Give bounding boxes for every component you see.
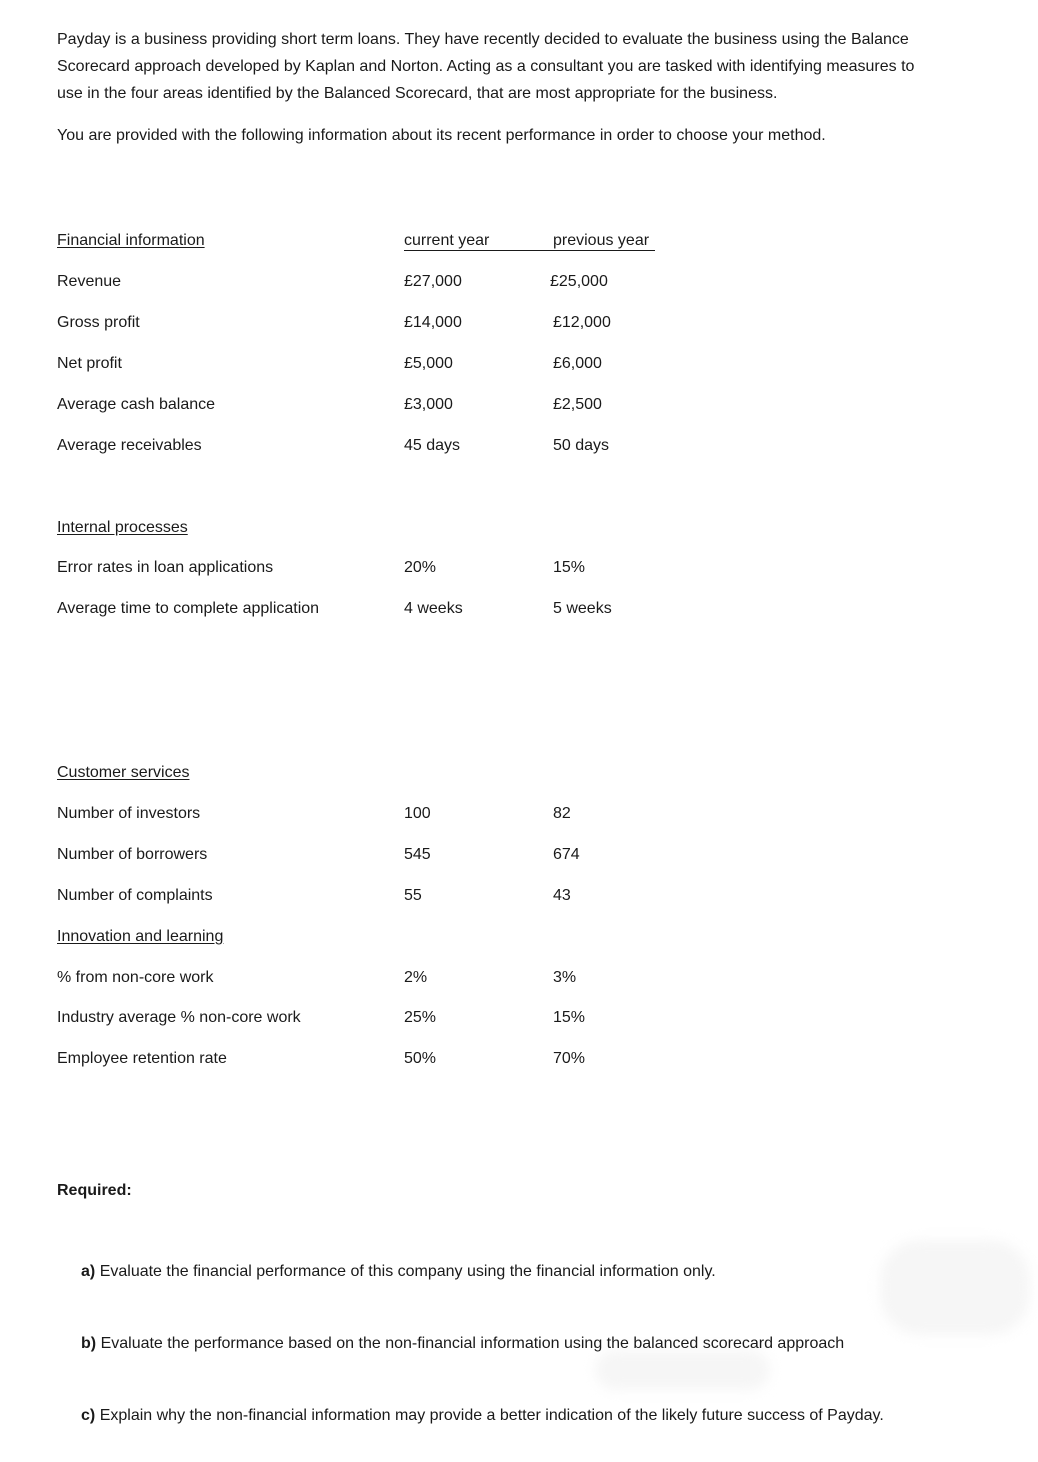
customer-row-label: Number of complaints: [57, 887, 213, 904]
internal-row-current: 20%: [404, 559, 437, 576]
intro-line-4: You are provided with the following information about its recent performance in order to choose your method.: [57, 127, 826, 144]
innovation-row-label: Employee retention rate: [57, 1050, 227, 1067]
financial-row-previous: 50 days: [553, 437, 610, 454]
question-a: [81, 1263, 716, 1281]
innovation-row-previous: 15%: [553, 1009, 586, 1026]
customer-row-previous: 674: [553, 846, 580, 863]
column-previous-header: previous year: [553, 232, 650, 249]
innovation-row-current: 2%: [404, 969, 428, 986]
internal-row-previous: 15%: [553, 559, 586, 576]
innovation-heading: Innovation and learning: [57, 928, 224, 945]
internal-row-current: 4 weeks: [404, 600, 463, 617]
question-c: [81, 1407, 884, 1425]
innovation-row-previous: 3%: [553, 969, 577, 986]
financial-row-current: £3,000: [404, 396, 453, 413]
customer-row-current: 545: [404, 846, 431, 863]
customer-heading: Customer services: [57, 764, 190, 781]
financial-row-previous: £25,000: [550, 273, 608, 290]
innovation-row-current: 25%: [404, 1009, 437, 1026]
required-heading: Required:: [57, 1182, 132, 1199]
financial-row-previous: £2,500: [553, 396, 602, 413]
intro-line-3: use in the four areas identified by the Balanced Scorecard, that are most appropriate for the business.: [57, 85, 778, 102]
financial-row-current: £14,000: [404, 314, 462, 331]
internal-row-label: Error rates in loan applications: [57, 559, 274, 576]
internal-heading: Internal processes: [57, 519, 188, 536]
financial-row-current: 45 days: [404, 437, 461, 454]
financial-row-label: Average receivables: [57, 437, 202, 454]
innovation-row-label: % from non-core work: [57, 969, 214, 986]
financial-row-label: Average cash balance: [57, 396, 216, 413]
financial-heading: Financial information: [57, 232, 205, 249]
customer-row-label: Number of investors: [57, 805, 201, 822]
financial-row-label: Net profit: [57, 355, 122, 372]
customer-row-previous: 43: [553, 887, 571, 904]
customer-row-label: Number of borrowers: [57, 846, 208, 863]
customer-row-current: 100: [404, 805, 431, 822]
question-c-text: Explain why the non-financial information may provide a better indication of the likely future success of Payday.: [99, 1407, 884, 1424]
question-a-text: Evaluate the financial performance of this company using the financial information only.: [99, 1263, 716, 1280]
internal-row-label: Average time to complete application: [57, 600, 320, 617]
question-b-text: Evaluate the performance based on the non-financial information using the balanced scorecard approach: [100, 1335, 845, 1352]
intro-line-2: Scorecard approach developed by Kaplan and Norton. Acting as a consultant you are tasked with identifying measures to: [57, 58, 915, 75]
column-header-underline: [404, 250, 655, 251]
question-b: [81, 1335, 844, 1353]
question-c-label: c): [81, 1407, 96, 1424]
financial-row-label: Revenue: [57, 273, 122, 290]
financial-row-current: £5,000: [404, 355, 453, 372]
customer-row-current: 55: [404, 887, 422, 904]
scan-smudge: [595, 1350, 770, 1390]
scan-smudge: [880, 1240, 1030, 1335]
financial-row-label: Gross profit: [57, 314, 140, 331]
intro-line-1: Payday is a business providing short term loans. They have recently decided to evaluate the business using the Balance: [57, 31, 909, 48]
innovation-row-current: 50%: [404, 1050, 437, 1067]
internal-row-previous: 5 weeks: [553, 600, 612, 617]
innovation-row-label: Industry average % non-core work: [57, 1009, 301, 1026]
question-a-label: a): [81, 1263, 96, 1280]
column-current-header: current year: [404, 232, 490, 249]
innovation-row-previous: 70%: [553, 1050, 586, 1067]
financial-row-previous: £6,000: [553, 355, 602, 372]
financial-row-current: £27,000: [404, 273, 462, 290]
customer-row-previous: 82: [553, 805, 571, 822]
financial-row-previous: £12,000: [553, 314, 611, 331]
question-b-label: b): [81, 1335, 97, 1352]
